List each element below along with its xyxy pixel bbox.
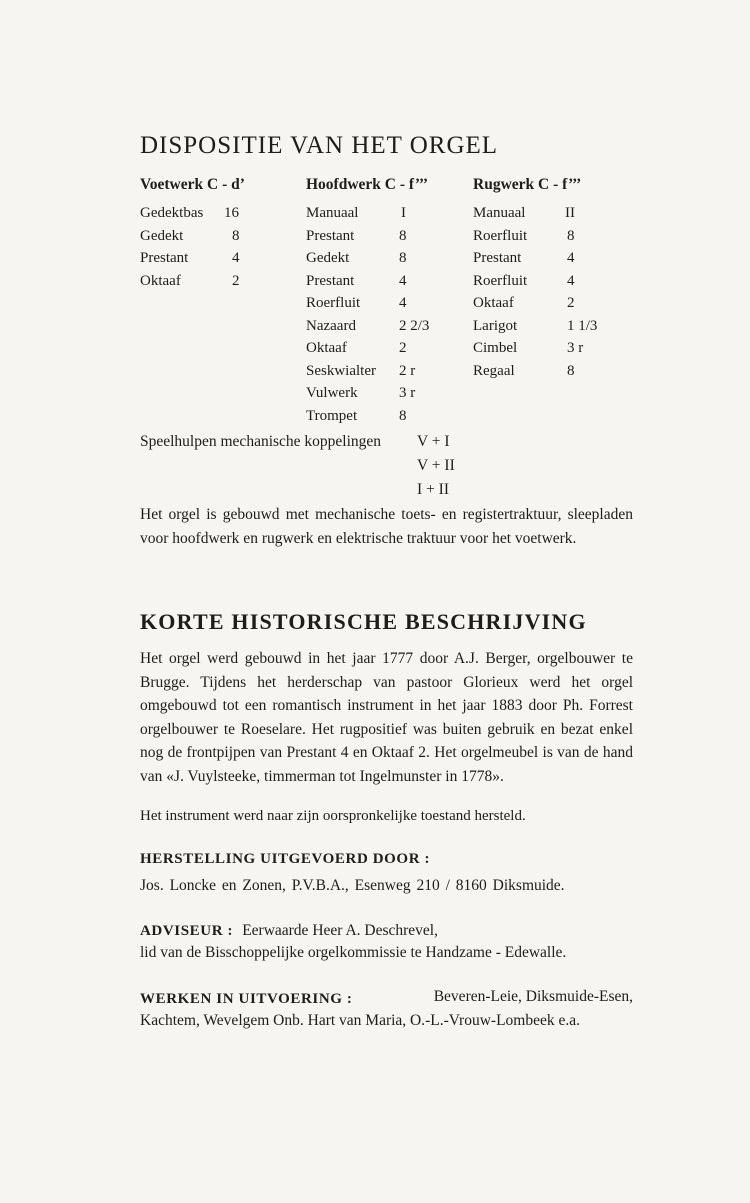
stop-name: Gedekt xyxy=(140,227,184,244)
stop-value: 2 xyxy=(399,340,407,356)
stop-value: 3 r xyxy=(399,385,416,401)
stop-value: 8 xyxy=(399,227,407,244)
stop-value: 8 xyxy=(567,362,575,379)
restored-sentence: Het instrument werd naar zijn oorspronkelijke toestand hersteld. xyxy=(140,808,526,824)
stop-value: 4 xyxy=(399,295,407,311)
stop-value: 16 xyxy=(224,205,239,221)
history-paragraph: Het orgel werd gebouwd in het jaar 1777 door A.J. Berger, orgelbouwer te Brugge. Tijdens het herderschap van pastoor Glorieux werd het orgel omgebouwd tot een romantisch instrument in het jaar 1883 door Ph. Forrest orgelbouwer te Roeselare. Het rugpositief was buiten gebruik en bezat enkel nog de frontpijpen van Prestant 4 en Oktaaf 2. Het orgelmeubel is van de hand van «J. Vuylsteeke, timmerman tot Ingelmunster in 1778». xyxy=(140,650,633,785)
stop-value: 8 xyxy=(399,250,407,266)
traktuur-paragraph: Het orgel is gebouwd met mechanische toets- en registertraktuur, sleepladen voor hoofdwerk en rugwerk en elektrische traktuur voor het voetwerk. xyxy=(140,506,633,547)
herstelling-text: Jos. Loncke en Zonen, P.V.B.A., Esenweg 210 / 8160 Diksmuide. xyxy=(140,877,565,894)
coupler-item: V + II xyxy=(417,457,455,474)
stop-value: 4 xyxy=(399,272,407,289)
stop-name: Regaal xyxy=(473,362,515,379)
stop-value: 4 xyxy=(567,272,575,289)
stop-name: Roerfluit xyxy=(306,295,361,311)
stop-name: Oktaaf xyxy=(306,340,347,356)
history-heading: KORTE HISTORISCHE BESCHRIJVING xyxy=(140,609,587,634)
stop-value: 3 r xyxy=(567,340,584,356)
stop-name: Cimbel xyxy=(473,340,518,356)
stop-name: Prestant xyxy=(306,227,355,244)
voetwerk-heading: Voetwerk C - d’ xyxy=(140,176,245,193)
stop-value: 2 xyxy=(232,272,240,289)
stop-name: Prestant xyxy=(473,250,522,266)
stop-name: Vulwerk xyxy=(306,385,358,401)
stop-name: Nazaard xyxy=(306,317,356,334)
stop-name: Manuaal xyxy=(473,205,526,221)
stop-name: Larigot xyxy=(473,317,518,334)
stop-value: 8 xyxy=(399,407,407,424)
stop-value: 1 1/3 xyxy=(567,317,598,334)
stop-value: II xyxy=(565,205,575,221)
herstelling-label: HERSTELLING UITGEVOERD DOOR : xyxy=(140,851,431,867)
adviseur-label: ADVISEUR : xyxy=(140,923,234,939)
stop-value: 2 r xyxy=(399,362,416,379)
couplers-label: Speelhulpen mechanische koppelingen xyxy=(140,433,382,450)
coupler-item: V + I xyxy=(417,433,450,450)
werken-text: Beveren-Leie, Diksmuide-Esen, xyxy=(433,988,633,1005)
stop-name: Gedekt xyxy=(306,250,350,266)
stop-name: Roerfluit xyxy=(473,227,528,244)
werken-line2: Kachtem, Wevelgem Onb. Hart van Maria, O.-L.-Vrouw-Lombeek e.a. xyxy=(140,1012,580,1029)
stop-value: 8 xyxy=(232,227,240,244)
stop-value: 4 xyxy=(567,250,575,266)
stop-name: Gedektbas xyxy=(140,205,204,221)
stop-name: Oktaaf xyxy=(140,272,181,289)
adviseur-text: Eerwaarde Heer A. Deschrevel, xyxy=(242,922,438,939)
stop-name: Trompet xyxy=(306,407,358,424)
hoofdwerk-heading: Hoofdwerk C - f’’’ xyxy=(306,176,429,193)
stop-value: 8 xyxy=(567,227,575,244)
page-title: DISPOSITIE VAN HET ORGEL xyxy=(140,132,499,159)
stop-name: Oktaaf xyxy=(473,295,514,311)
stop-name: Prestant xyxy=(140,250,189,266)
adviseur-line2: lid van de Bisschoppelijke orgelkommissie te Handzame - Edewalle. xyxy=(140,944,567,961)
werken-label: WERKEN IN UITVOERING : xyxy=(140,991,353,1007)
stop-name: Manuaal xyxy=(306,205,359,221)
stop-value: 2 xyxy=(567,295,575,311)
rugwerk-heading: Rugwerk C - f’’’ xyxy=(473,176,582,193)
stop-value: 2 2/3 xyxy=(399,317,430,334)
coupler-item: I + II xyxy=(417,481,449,498)
adviseur-line xyxy=(140,920,438,940)
werken-line xyxy=(140,988,633,1008)
stop-name: Prestant xyxy=(306,272,355,289)
stop-value: I xyxy=(401,205,406,221)
stop-value: 4 xyxy=(232,250,240,266)
stop-name: Seskwialter xyxy=(306,362,376,379)
stop-name: Roerfluit xyxy=(473,272,528,289)
